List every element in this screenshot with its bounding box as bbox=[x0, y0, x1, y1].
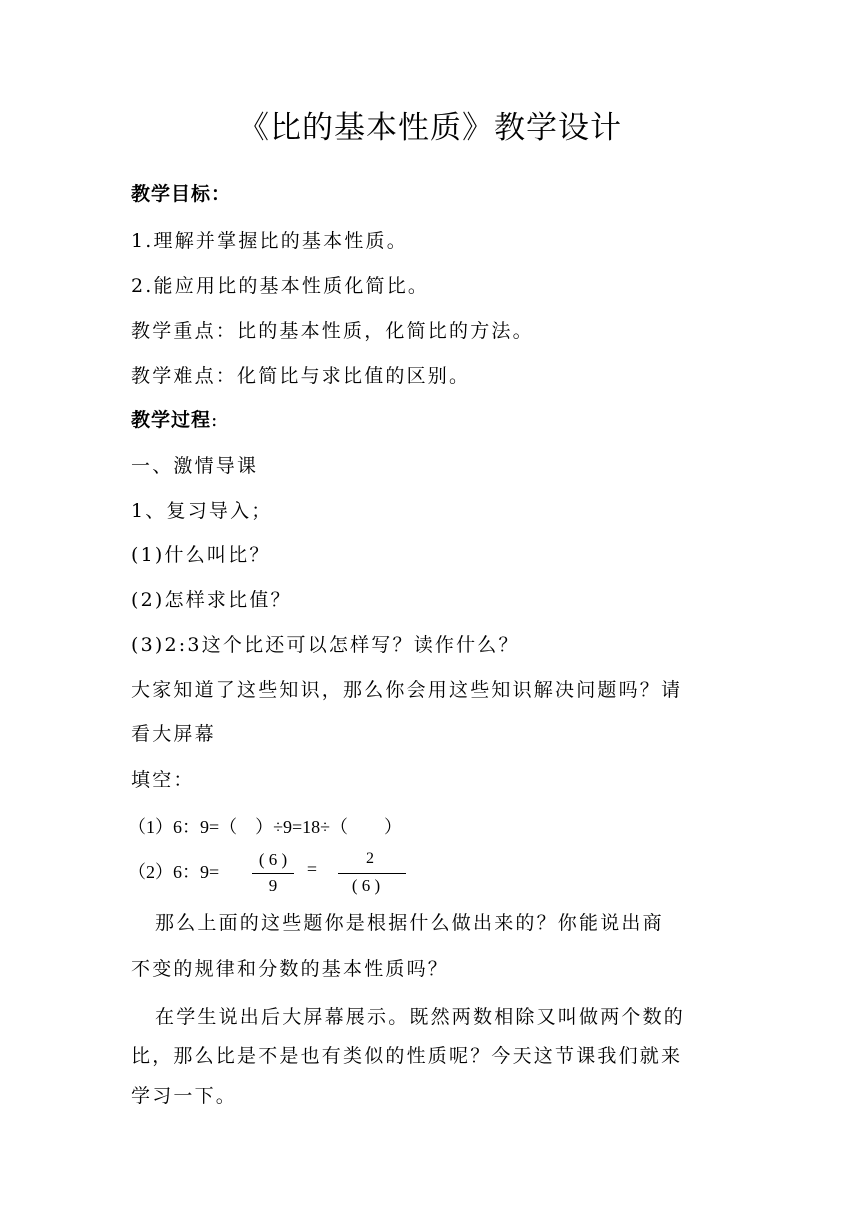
fraction-1-bar bbox=[252, 873, 294, 874]
key-points: 教学重点：比的基本性质，化简比的方法。 bbox=[131, 320, 534, 342]
objectives-heading: 教学目标： bbox=[131, 183, 232, 205]
paragraph-2-line-3: 学习一下。 bbox=[131, 1085, 238, 1107]
paragraph-2-line-1: 在学生说出后大屏幕展示。既然两数相除又叫做两个数的 bbox=[155, 1006, 686, 1028]
fill-blank-label: 填空： bbox=[131, 769, 195, 791]
question-3: (3)2:3这个比还可以怎样写？读作什么？ bbox=[131, 634, 520, 656]
fraction-2-numerator: 2 bbox=[366, 850, 374, 867]
review-line: 1、复习导入； bbox=[131, 500, 273, 522]
fraction-1-numerator: ( 6 ) bbox=[258, 850, 288, 869]
intro-line-1: 大家知道了这些知识，那么你会用这些知识解决问题吗？请 bbox=[131, 679, 683, 701]
fraction-2-bar bbox=[338, 873, 406, 874]
question-1: (1)什么叫比？ bbox=[131, 544, 271, 566]
equals-sign: = bbox=[306, 859, 318, 879]
exercise-2-prefix: （2）6：9= bbox=[128, 862, 220, 882]
intro-line-2: 看大屏幕 bbox=[131, 723, 216, 745]
paragraph-1-line-2: 不变的规律和分数的基本性质吗？ bbox=[131, 958, 450, 980]
process-heading-line bbox=[131, 406, 220, 434]
section-1: 一、激情导课 bbox=[131, 455, 259, 477]
fraction-2-denominator: ( 6 ) bbox=[351, 876, 381, 895]
process-colon: : bbox=[211, 409, 220, 431]
question-2: (2)怎样求比值？ bbox=[131, 589, 292, 611]
objective-2: 2.能应用比的基本性质化简比。 bbox=[131, 275, 430, 297]
document-title: 《比的基本性质》教学设计 bbox=[238, 110, 622, 146]
objective-1: 1.理解并掌握比的基本性质。 bbox=[131, 230, 408, 252]
paragraph-1-line-1: 那么上面的这些题你是根据什么做出来的？你能说出商 bbox=[155, 912, 664, 934]
difficulties: 教学难点：化简比与求比值的区别。 bbox=[131, 365, 471, 387]
fraction-1-denominator: 9 bbox=[268, 876, 278, 895]
exercise-1: （1）6：9=（ ）÷9=18÷（ ） bbox=[128, 817, 403, 837]
paragraph-2-line-2: 比，那么比是不是也有类似的性质呢？今天这节课我们就来 bbox=[131, 1045, 683, 1067]
process-heading: 教学过程 bbox=[131, 409, 212, 431]
